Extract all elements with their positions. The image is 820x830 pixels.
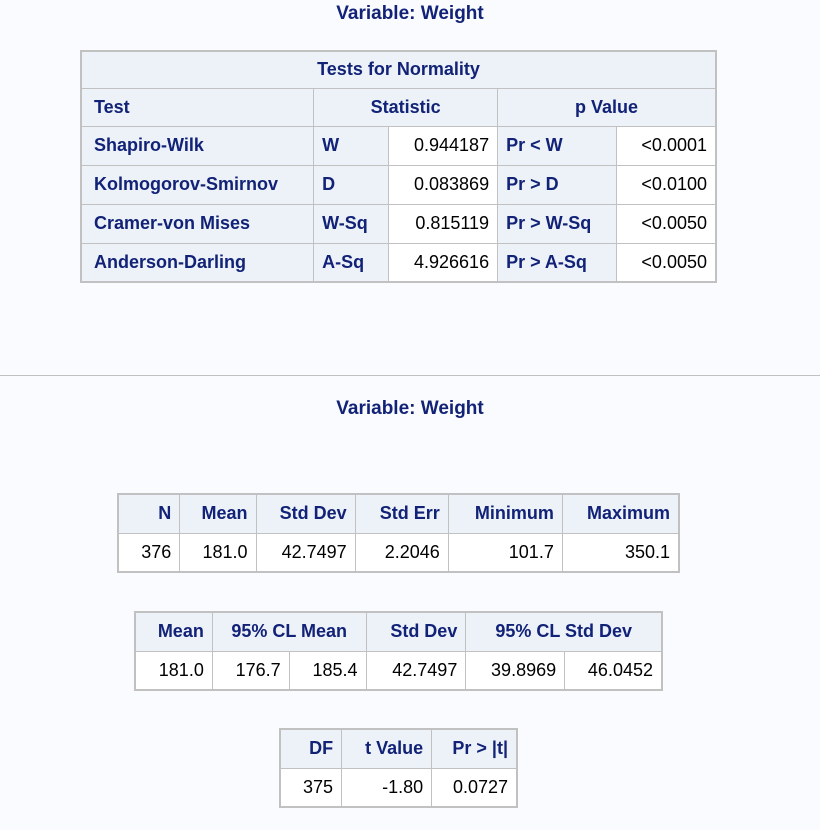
p-name: Pr < W [498,126,617,165]
value-cl-std-lower: 39.8969 [466,651,565,690]
header-test: Test [81,88,314,126]
table-row [280,768,517,807]
value-mean: 181.0 [135,651,212,690]
header-t-value: t Value [342,729,432,768]
header-statistic: Statistic [314,88,498,126]
test-name: Shapiro-Wilk [81,126,314,165]
value-std-dev: 42.7497 [256,533,355,572]
table-row [81,243,716,282]
header-95-cl-mean: 95% CL Mean [212,612,366,651]
p-value: <0.0100 [617,165,716,204]
table-row [81,126,716,165]
table-row [81,165,716,204]
header-mean: Mean [135,612,212,651]
value-std-err: 2.2046 [355,533,448,572]
test-name: Kolmogorov-Smirnov [81,165,314,204]
confidence-limits-table [134,611,663,691]
value-minimum: 101.7 [448,533,562,572]
value-df: 375 [280,768,342,807]
header-95-cl-std-dev: 95% CL Std Dev [466,612,662,651]
header-n: N [118,494,180,533]
statistic-name: W [314,126,389,165]
tests-for-normality-table [80,50,717,283]
header-std-err: Std Err [355,494,448,533]
statistic-value: 4.926616 [388,243,497,282]
p-value: <0.0050 [617,243,716,282]
value-t: -1.80 [342,768,432,807]
statistic-value: 0.815119 [388,204,497,243]
header-mean: Mean [180,494,256,533]
value-maximum: 350.1 [562,533,679,572]
test-name: Cramer-von Mises [81,204,314,243]
value-cl-mean-lower: 176.7 [212,651,289,690]
section-2-title: Variable: Weight [336,398,484,419]
value-cl-std-upper: 46.0452 [565,651,662,690]
table-caption: Tests for Normality [81,51,716,88]
test-name: Anderson-Darling [81,243,314,282]
header-std-dev: Std Dev [256,494,355,533]
section-1-title: Variable: Weight [336,3,484,24]
table-row [135,651,662,690]
statistic-name: D [314,165,389,204]
value-cl-mean-upper: 185.4 [289,651,366,690]
section-divider [0,375,820,376]
statistic-value: 0.944187 [388,126,497,165]
value-mean: 181.0 [180,533,256,572]
table-row [118,533,679,572]
statistic-name: W-Sq [314,204,389,243]
p-name: Pr > A-Sq [498,243,617,282]
value-std-dev: 42.7497 [366,651,466,690]
p-name: Pr > D [498,165,617,204]
header-maximum: Maximum [562,494,679,533]
header-p-value: p Value [498,88,716,126]
statistic-name: A-Sq [314,243,389,282]
header-std-dev: Std Dev [366,612,466,651]
header-df: DF [280,729,342,768]
value-pr-t: 0.0727 [432,768,517,807]
statistic-value: 0.083869 [388,165,497,204]
header-minimum: Minimum [448,494,562,533]
table-row [81,204,716,243]
p-value: <0.0050 [617,204,716,243]
p-value: <0.0001 [617,126,716,165]
basic-statistics-table [117,493,680,573]
value-n: 376 [118,533,180,572]
t-test-table [279,728,518,808]
p-name: Pr > W-Sq [498,204,617,243]
header-pr-t: Pr > |t| [432,729,517,768]
